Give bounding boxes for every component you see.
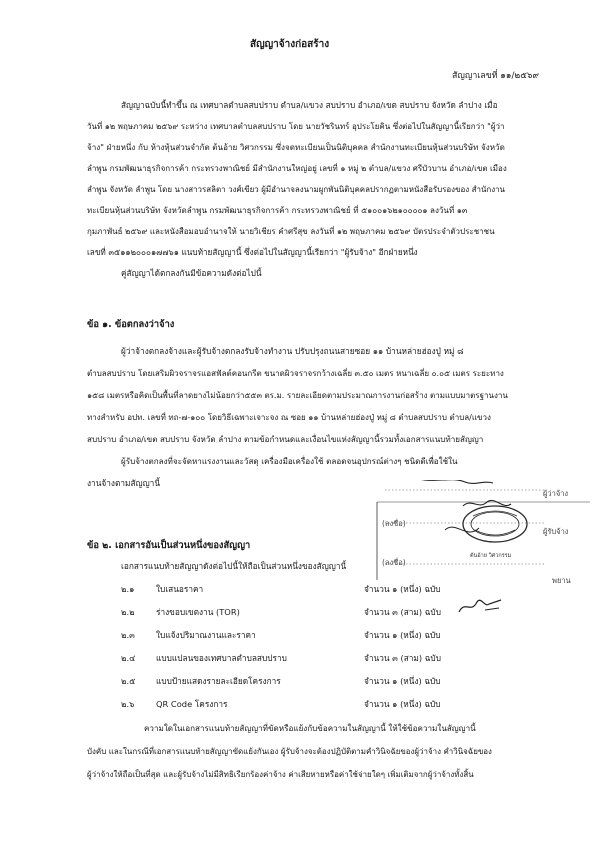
attachment-qty: จำนวน ๑ (หนึ่ง) ฉบับ <box>364 676 441 686</box>
attachment-no: ๒.๑ <box>121 584 135 594</box>
margin-witness-label: พยาน <box>552 576 571 585</box>
section-1-line: ผู้ว่าจ้างตกลงจ้างและผู้รับจ้างตกลงรับจ้างทำงาน ปรับปรุงถนนสายซอย ๑๑ บ้านหล่ายฮ่องปู่ หมู่ ๘ <box>121 346 464 356</box>
preamble-line: วันที่ ๑๒ พฤษภาคม ๒๕๖๙ ระหว่าง เทศบาลตำบลสบปราบ โดย นายวัชรินทร์ อุประโยคิน ซึ่งต่อไปในสัญญานี้เรียกว่า "ผู้ว่า <box>87 122 505 131</box>
section-2-closing: ความใดในเอกสารแนบท้ายสัญญาที่ขัดหรือแย้งกับข้อความในสัญญานี้ ให้ใช้ข้อความในสัญญานี้ <box>144 723 476 733</box>
attachment-name: ร่างขอบเขตงาน (TOR) <box>156 607 240 617</box>
attachment-no: ๒.๕ <box>121 676 136 686</box>
section-1-line: ๑๕๘ เมตรหรือคิดเป็นพื้นที่ลาดยางไม่น้อยกว่า๕๕๓ ตร.ม. รายละเอียดตามประมาณการงานก่อสร้าง ตามแบบมาตรฐานงาน <box>87 391 508 400</box>
margin-signed-label: (ลงชื่อ) <box>382 519 406 528</box>
margin-contractor-label: ผู้รับจ้าง <box>543 527 569 536</box>
section-2-closing: บังคับ และในกรณีที่เอกสารแนบท้ายสัญญาขัดแย้งกันเอง ผู้รับจ้างจะต้องปฏิบัติตามคำวินิจฉัยของผู้ว่าจ้าง คำวินิจฉัยของ <box>87 747 492 756</box>
section-1-line: ผู้รับจ้างตกลงที่จะจัดหาแรงงานและวัสดุ เครื่องมือเครื่องใช้ ตลอดจนอุปกรณ์ต่างๆ ชนิดดีเพื่อใช้ใน <box>121 456 458 466</box>
section-2-intro: เอกสารแนบท้ายสัญญาดังต่อไปนี้ให้ถือเป็นส่วนหนึ่งของสัญญานี้ <box>121 561 347 571</box>
attachment-qty: จำนวน ๓ (สาม) ฉบับ <box>364 607 441 617</box>
attachment-qty: จำนวน ๓ (สาม) ฉบับ <box>364 653 441 663</box>
margin-signed-label: (ลงชื่อ) <box>382 558 406 567</box>
attachment-qty: จำนวน ๑ (หนึ่ง) ฉบับ <box>364 584 441 594</box>
attachment-name: แบบป้ายแสดงรายละเอียดโครงการ <box>156 676 281 686</box>
preamble-line: จ้าง" ฝ่ายหนึ่ง กับ ห้างหุ้นส่วนจำกัด ต้นอ้าย วิศวกรรม ซึ่งจดทะเบียนเป็นนิติบุคคล สำนักงานทะเบียนหุ้นส่วนบริษัท จังหวัด <box>87 142 505 152</box>
section-1-line: ตำบลสบปราบ โดยเสริมผิวจราจรแอสฟัลต์คอนกรีต ขนาดผิวจราจรกว้างเฉลี่ย ๓.๕๐ เมตร หนาเฉลี่ย ๐.๐๕ เมตร ระยะทาง <box>87 369 504 378</box>
stamp-text: ต้นอ้าย วิศวกรรม <box>470 553 512 559</box>
attachment-no: ๒.๓ <box>121 630 135 640</box>
attachment-name: QR Code โครงการ <box>156 699 228 709</box>
margin-employer-label: ผู้ว่าจ้าง <box>543 489 569 498</box>
preamble-line: กุมภาพันธ์ ๒๕๖๙ และหนังสือมอบอำนาจให้ นายวิเชียร คำศรีสุข ลงวันที่ ๑๒ พฤษภาคม ๒๕๖๙ บัตรประจำตัวประชาชน <box>87 227 495 236</box>
attachment-name: แบบแปลนของเทศบาลตำบลสบปราบ <box>156 653 287 663</box>
section-1-line: สบปราบ อำเภอ/เขต สบปราบ จังหวัด ลำปาง ตามข้อกำหนดและเงื่อนไขแห่งสัญญานี้รวมทั้งเอกสารแนบท้ายสัญญา <box>87 434 484 444</box>
contract-number: สัญญาเลขที่ ๑๑/๒๕๖๙ <box>452 71 539 81</box>
section-2-heading: ข้อ ๒. เอกสารอันเป็นส่วนหนึ่งของสัญญา <box>87 540 251 551</box>
preamble-line: ทะเบียนหุ้นส่วนบริษัท จังหวัดลำพูน กรมพัฒนาธุรกิจการค้า กระทรวงพาณิชย์ ที่ ๕๑๐๐๑๖๒๑๐๐๐๐๑ ลงวันที่ ๑๓ <box>87 206 468 215</box>
attachment-name: ใบเสนอราคา <box>156 584 204 594</box>
attachment-name: ใบแจ้งปริมาณงานและราคา <box>156 630 256 640</box>
preamble-line: เลขที่ ๓๕๑๑๒๐๐๐๑๗๗๖๑ แนบท้ายสัญญานี้ ซึ่งต่อไปในสัญญานี้เรียกว่า "ผู้รับจ้าง" อีกฝ่ายหนึ่ง <box>87 247 418 257</box>
preamble-line: ลำพูน จังหวัด ลำพูน โดย นางสาวรสลิตา วงศ์เขียว ผู้มีอำนาจลงนามผูกพันนิติบุคคลปรากฏตามหนังสือรับรองของ สำนักงาน <box>87 185 505 194</box>
section-1-heading: ข้อ ๑. ข้อตกลงว่าจ้าง <box>87 319 175 330</box>
attachment-qty: จำนวน ๑ (หนึ่ง) ฉบับ <box>364 699 441 709</box>
handwritten-initials-icon <box>455 594 505 618</box>
attachment-no: ๒.๒ <box>121 607 135 617</box>
company-seal-icon <box>463 506 527 542</box>
document-title: สัญญาจ้างก่อสร้าง <box>250 39 330 50</box>
section-1-line: ทางสำหรับ อปท. เลขที่ ทถ-๗-๑๐๐ โดยวิธีเฉพาะเจาะจง ณ ซอย ๑๑ บ้านหล่ายฮ่องปู่ หมู่ ๘ ตำบลสบปราบ ตำบล/แขวง <box>87 413 491 422</box>
attachment-no: ๒.๔ <box>121 653 136 663</box>
attachment-qty: จำนวน ๑ (หนึ่ง) ฉบับ <box>364 630 441 640</box>
preamble-line: คู่สัญญาได้ตกลงกันมีข้อความดังต่อไปนี้ <box>121 268 262 278</box>
attachment-no: ๒.๖ <box>121 699 135 709</box>
section-1-line: งานจ้างตามสัญญานี้ <box>87 478 161 488</box>
preamble-line: ลำพูน กรมพัฒนาธุรกิจการค้า กระทรวงพาณิชย์ มีสำนักงานใหญ่อยู่ เลขที่ ๑ หมู่ ๒ ตำบล/แขวง ศรีบัวบาน อำเภอ/เขต เมือง <box>87 164 507 173</box>
preamble-line: สัญญาฉบับนี้ทำขึ้น ณ เทศบาลตำบลสบปราบ ตำบล/แขวง สบปราบ อำเภอ/เขต สบปราบ จังหวัด ลำปาง เมื่อ <box>121 100 498 110</box>
section-2-closing: ผู้ว่าจ้างให้ถือเป็นที่สุด และผู้รับจ้างไม่มีสิทธิเรียกร้องค่าจ้าง ค่าเสียหายหรือค่าใช้จ่ายใดๆ เพิ่มเติมจากผู้ว่าจ้างทั้งสิ้น <box>87 770 474 779</box>
